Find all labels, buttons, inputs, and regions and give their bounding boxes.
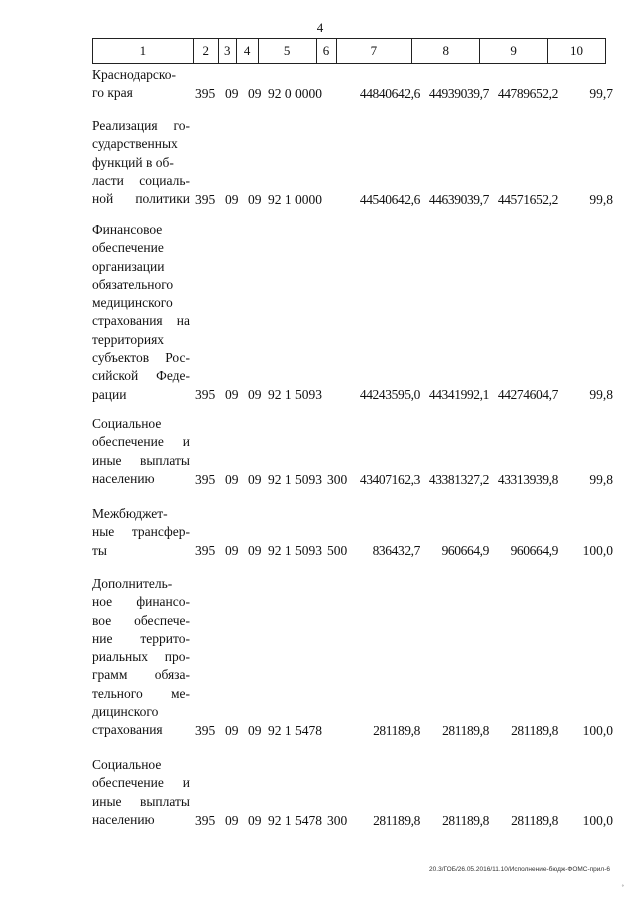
row-name-line: страхования: [92, 722, 163, 738]
row-name-line: медицинского: [92, 295, 173, 311]
cell-col-8: 44639039,7: [428, 192, 489, 207]
row-name-line: обеспечение: [92, 240, 164, 256]
row-name-line: сийской Феде-: [92, 368, 190, 384]
cell-col-10: 100,0: [582, 723, 613, 738]
row-name-line: ласти социаль-: [92, 172, 190, 188]
cell-col-9: 281189,8: [511, 813, 558, 828]
row-name-line: обеспечение и: [92, 434, 190, 450]
cell-col-8: 44939039,7: [428, 86, 489, 101]
row-name-line: организации: [92, 258, 165, 274]
row-name-line: Финансовое: [92, 222, 163, 237]
row-name-line: субъектов Рос-: [92, 350, 190, 366]
row-name-line: Краснодарско-: [92, 67, 177, 82]
cell-col-2: 395: [195, 86, 216, 101]
row-name-line: ты: [92, 542, 107, 558]
row-name-line: вое обеспече-: [92, 612, 190, 628]
cell-col-8: 281189,8: [442, 813, 489, 828]
cell-col-5: 92 1 5093: [268, 387, 322, 402]
cell-col-5: 92 1 0000: [268, 192, 322, 207]
header-col-6: 6: [316, 39, 336, 64]
cell-col-10: 100,0: [582, 543, 613, 558]
cell-col-2: 395: [195, 723, 216, 738]
header-col-9: 9: [480, 39, 548, 64]
row-name-line: дицинского: [92, 704, 159, 720]
cell-col-7: 281189,8: [373, 723, 420, 738]
row-name: [92, 505, 190, 560]
row-name-line: функций в об-: [92, 154, 174, 170]
row-name-line: Дополнитель-: [92, 576, 173, 591]
row-name: [92, 415, 190, 488]
cell-col-5: 92 1 5093: [268, 543, 322, 558]
cell-col-2: 395: [195, 192, 216, 207]
cell-col-7: 281189,8: [373, 813, 420, 828]
cell-col-4: 09: [248, 86, 262, 101]
cell-col-9: 44571652,2: [497, 192, 558, 207]
cell-col-6: 300: [327, 472, 348, 487]
row-name-line: ные трансфер-: [92, 524, 190, 540]
cell-col-8: 281189,8: [442, 723, 489, 738]
row-name-line: Социальное: [92, 757, 162, 772]
row-name-line: территориях: [92, 331, 165, 347]
cell-col-2: 395: [195, 472, 216, 487]
header-col-8: 8: [412, 39, 480, 64]
cell-col-9: 960664,9: [510, 543, 558, 558]
cell-col-7: 44540642,6: [359, 192, 420, 207]
cell-col-6: 300: [327, 813, 348, 828]
header-col-7: 7: [336, 39, 412, 64]
row-name: [92, 756, 190, 829]
table-row: [0, 575, 640, 740]
cell-col-5: 92 1 5093: [268, 472, 322, 487]
row-name-line: иные выплаты: [92, 793, 190, 809]
cell-col-10: 100,0: [582, 813, 613, 828]
row-name-line: тельного ме-: [92, 685, 190, 701]
row-name-line: сударственных: [92, 136, 178, 152]
cell-col-3: 09: [225, 543, 239, 558]
row-name-line: Реализация го-: [92, 118, 190, 133]
cell-col-3: 09: [225, 472, 239, 487]
table-row: [0, 505, 640, 560]
cell-col-5: 92 1 5478: [268, 723, 322, 738]
cell-col-4: 09: [248, 723, 262, 738]
table-row: [0, 221, 640, 404]
cell-col-3: 09: [225, 86, 239, 101]
cell-col-4: 09: [248, 543, 262, 558]
row-name-line: населению: [92, 811, 155, 827]
cell-col-9: 44789652,2: [497, 86, 558, 101]
row-name-line: рации: [92, 386, 127, 402]
cell-col-9: 44274604,7: [497, 387, 558, 402]
cell-col-4: 09: [248, 192, 262, 207]
cell-col-10: 99,8: [589, 387, 613, 402]
cell-col-6: 500: [327, 543, 348, 558]
header-col-5: 5: [258, 39, 316, 64]
row-name: [92, 221, 190, 404]
row-name-line: риальных про-: [92, 649, 190, 665]
row-name-line: ной политики: [92, 191, 190, 207]
cell-col-3: 09: [225, 813, 239, 828]
cell-col-8: 43381327,2: [428, 472, 489, 487]
row-name-line: обязательного: [92, 276, 174, 292]
header-col-4: 4: [236, 39, 258, 64]
row-name-line: ное финансо-: [92, 594, 190, 610]
row-name-line: грамм обяза-: [92, 667, 190, 683]
cell-col-7: 44243595,0: [359, 387, 420, 402]
row-name-line: Социальное: [92, 416, 162, 431]
cell-col-7: 44840642,6: [359, 86, 420, 101]
table-row: [0, 66, 640, 103]
cell-col-4: 09: [248, 813, 262, 828]
row-name-line: иные выплаты: [92, 452, 190, 468]
cell-col-5: 92 1 5478: [268, 813, 322, 828]
cell-col-10: 99,8: [589, 192, 613, 207]
cell-col-2: 395: [195, 813, 216, 828]
header-col-1: 1: [93, 39, 194, 64]
header-col-10: 10: [548, 39, 606, 64]
cell-col-2: 395: [195, 543, 216, 558]
cell-col-4: 09: [248, 472, 262, 487]
cell-col-9: 43313939,8: [497, 472, 558, 487]
cell-col-7: 836432,7: [372, 543, 420, 558]
table-row: [0, 415, 640, 489]
cell-col-2: 395: [195, 387, 216, 402]
cell-col-10: 99,7: [589, 86, 613, 101]
document-footer-code: 20.3/ГОБ/26.05.2016/11.10/Исполнение-бюдж-ФОМС-прил-6: [429, 866, 610, 873]
table-row: [0, 756, 640, 830]
cell-col-8: 44341992,1: [428, 387, 489, 402]
cell-col-3: 09: [225, 387, 239, 402]
cell-col-3: 09: [225, 192, 239, 207]
cell-col-10: 99,8: [589, 472, 613, 487]
page-number: 4: [316, 20, 324, 35]
cell-col-4: 09: [248, 387, 262, 402]
row-name-line: го края: [92, 85, 133, 101]
row-name-line: Межбюджет-: [92, 506, 168, 521]
cell-col-9: 281189,8: [511, 723, 558, 738]
row-name-line: страхования на: [92, 313, 190, 329]
header-col-2: 2: [193, 39, 218, 64]
row-name-line: ние террито-: [92, 630, 190, 646]
column-number-header: [92, 38, 606, 64]
cell-col-8: 960664,9: [441, 543, 489, 558]
cell-col-3: 09: [225, 723, 239, 738]
scan-mark: ˚: [621, 884, 624, 893]
table-row: [0, 117, 640, 209]
row-name: [92, 66, 190, 103]
cell-col-5: 92 0 0000: [268, 86, 322, 101]
cell-col-7: 43407162,3: [359, 472, 420, 487]
row-name: [92, 117, 190, 208]
row-name-line: обеспечение и: [92, 775, 190, 791]
row-name-line: населению: [92, 470, 155, 486]
header-col-3: 3: [218, 39, 236, 64]
row-name: [92, 575, 190, 740]
